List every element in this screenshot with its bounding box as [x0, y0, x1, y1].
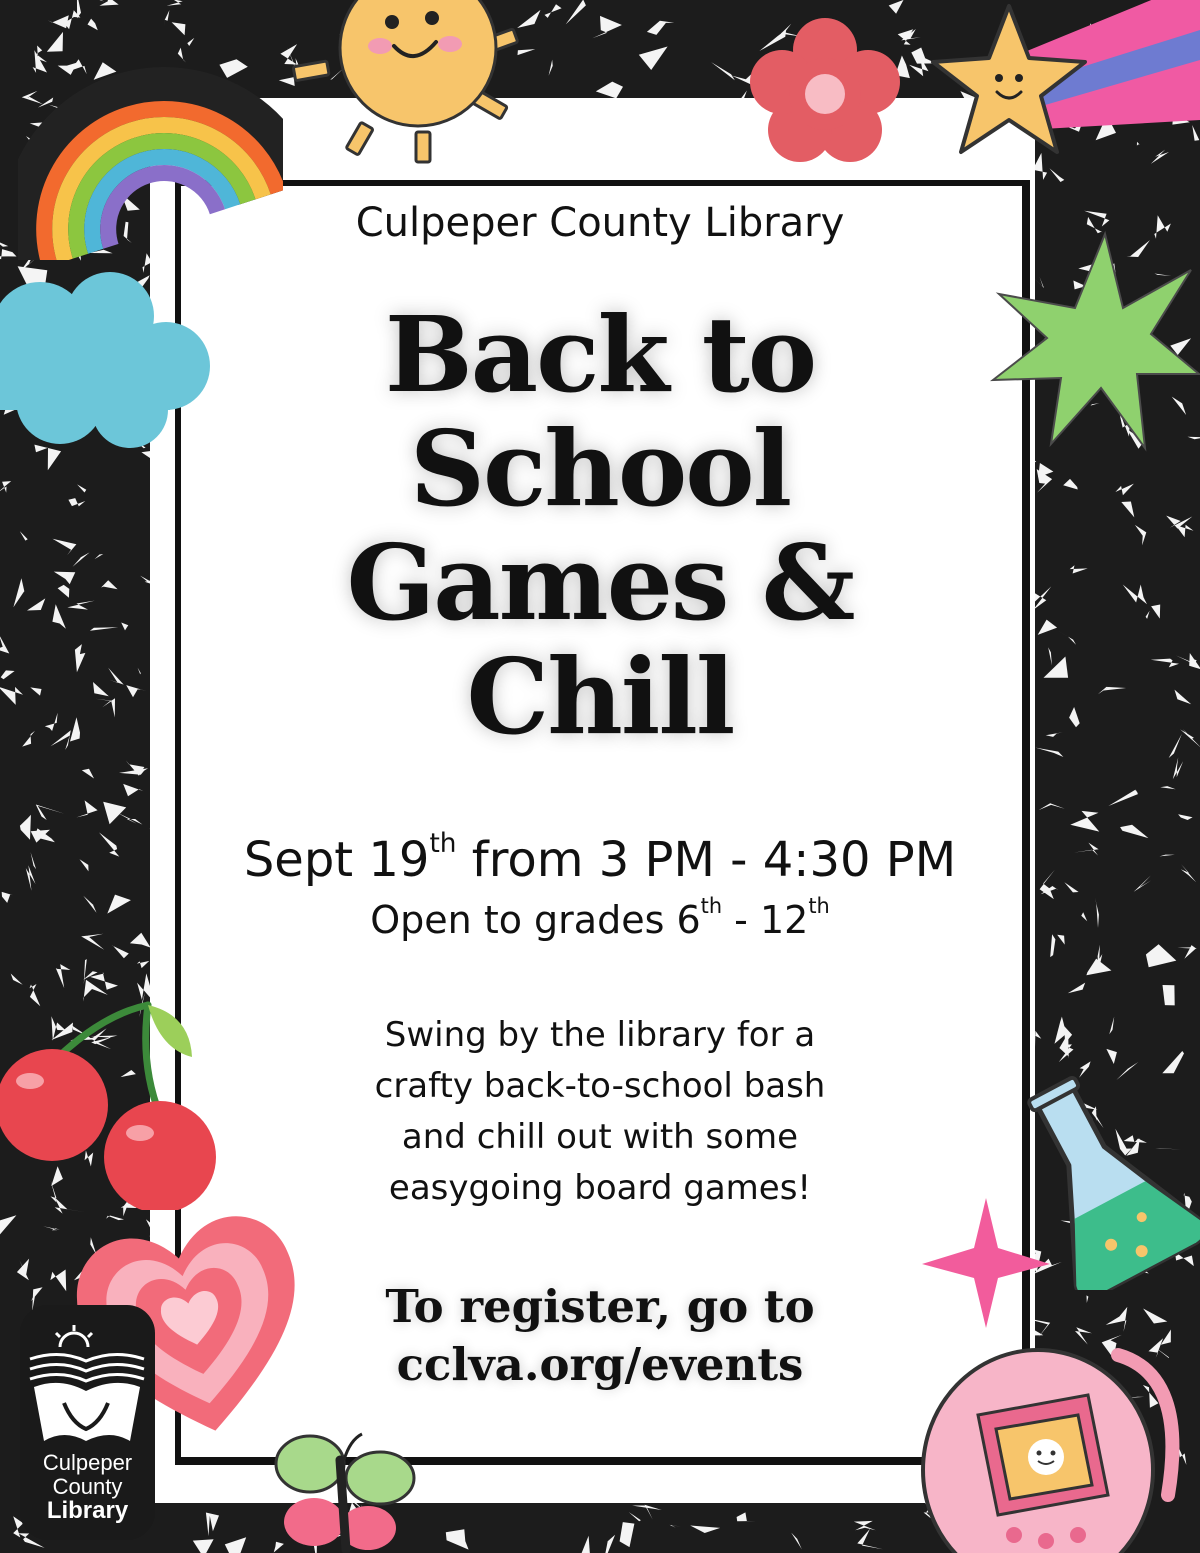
marble-speckle — [1181, 864, 1196, 882]
marble-speckle — [1184, 945, 1196, 959]
marble-speckle — [647, 21, 674, 35]
marble-speckle — [911, 69, 912, 80]
marble-speckle — [54, 572, 76, 585]
marble-speckle — [95, 554, 104, 559]
marble-speckle — [1, 670, 15, 679]
marble-speckle — [50, 1270, 66, 1292]
marble-speckle — [596, 82, 623, 99]
marble-speckle — [11, 974, 23, 985]
marble-speckle — [1059, 631, 1076, 645]
marble-speckle — [592, 16, 622, 38]
marble-speckle — [1120, 825, 1148, 838]
cloud-icon — [0, 270, 220, 460]
grades-ordinal-end: th — [808, 894, 830, 918]
event-grades — [150, 894, 1050, 942]
logo-line: Culpeper — [42, 1450, 133, 1475]
marble-speckle — [1095, 898, 1099, 928]
marble-speckle — [43, 1226, 60, 1230]
marble-speckle — [89, 0, 104, 2]
description-line: crafty back-to-school bash — [374, 1066, 826, 1106]
marble-speckle — [1055, 1017, 1066, 1044]
library-logo — [20, 1305, 155, 1540]
logo-line: Library — [46, 1497, 129, 1524]
marble-speckle — [1135, 525, 1146, 546]
event-date: Sept 19 — [243, 832, 430, 888]
marble-speckle — [26, 865, 36, 891]
marble-speckle — [1087, 1295, 1089, 1303]
marble-speckle — [51, 730, 71, 750]
marble-speckle — [20, 815, 31, 840]
marble-speckle — [446, 1529, 469, 1549]
marble-speckle — [1068, 983, 1085, 994]
marble-speckle — [48, 15, 69, 28]
tamagotchi-icon — [918, 1335, 1200, 1553]
marble-speckle — [1173, 757, 1183, 779]
marble-speckle — [2, 892, 14, 903]
marble-speckle — [112, 945, 129, 958]
marble-speckle — [1070, 565, 1088, 573]
marble-speckle — [1109, 1017, 1114, 1035]
marble-speckle — [107, 895, 131, 914]
title-line: Back to — [384, 293, 816, 416]
marble-speckle — [22, 731, 35, 747]
marble-speckle — [0, 481, 11, 494]
marble-speckle — [80, 859, 89, 871]
marble-speckle — [193, 1539, 214, 1553]
date-ordinal: th — [429, 828, 457, 859]
marble-speckle — [629, 1512, 641, 1521]
marble-speckle — [77, 800, 98, 817]
event-title — [150, 293, 1050, 758]
marble-speckle — [138, 668, 141, 675]
title-line: Games & — [346, 521, 854, 644]
logo-text — [20, 1451, 155, 1523]
marble-speckle — [73, 552, 90, 566]
marble-speckle — [1086, 959, 1111, 976]
marble-speckle — [0, 240, 8, 247]
marble-speckle — [1180, 729, 1200, 748]
marble-speckle — [36, 805, 65, 821]
event-description — [150, 1010, 1050, 1214]
marble-speckle — [1098, 682, 1126, 695]
marble-speckle — [1057, 935, 1065, 945]
marble-speckle — [1081, 912, 1087, 921]
marble-speckle — [518, 49, 536, 55]
marble-speckle — [167, 0, 183, 6]
rainbow-icon — [18, 60, 283, 260]
marble-speckle — [77, 0, 81, 18]
marble-speckle — [1106, 1049, 1117, 1064]
marble-speckle — [123, 782, 144, 796]
marble-speckle — [164, 10, 170, 27]
sun-icon — [290, 0, 520, 170]
marble-speckle — [30, 687, 41, 695]
marble-speckle — [1063, 479, 1078, 490]
marble-speckle — [1115, 484, 1134, 496]
star-icon — [925, 0, 1200, 200]
marble-speckle — [1146, 944, 1176, 967]
library-logo-icon — [20, 1311, 155, 1451]
description-line: and chill out with some — [401, 1117, 799, 1157]
organization-name: Culpeper County Library — [355, 200, 845, 246]
marble-speckle — [1064, 882, 1078, 892]
marble-speckle — [68, 498, 85, 506]
marble-speckle — [52, 604, 66, 628]
marble-speckle — [854, 1521, 876, 1530]
marble-speckle — [857, 1529, 883, 1550]
marble-speckle — [1146, 611, 1150, 619]
marble-speckle — [1108, 789, 1138, 806]
marble-speckle — [0, 634, 9, 654]
marble-speckle — [108, 668, 124, 685]
register-url: cclva.org/events — [396, 1338, 804, 1391]
title-line: School — [409, 407, 791, 530]
marble-speckle — [31, 852, 36, 869]
marble-speckle — [93, 682, 109, 696]
marble-speckle — [1123, 585, 1147, 605]
marble-speckle — [1178, 814, 1193, 820]
event-date-time — [150, 828, 1050, 888]
cherries-icon — [0, 995, 225, 1210]
marble-speckle — [1143, 1309, 1167, 1324]
marble-speckle — [889, 0, 904, 14]
marble-speckle — [1134, 875, 1152, 891]
marble-speckle — [95, 699, 112, 708]
marble-speckle — [0, 1215, 16, 1237]
marble-speckle — [103, 802, 126, 824]
marble-speckle — [99, 832, 119, 856]
marble-speckle — [172, 22, 186, 35]
marble-speckle — [711, 62, 735, 80]
marble-speckle — [1189, 653, 1200, 669]
marble-speckle — [20, 531, 28, 541]
marble-speckle — [67, 601, 94, 610]
description-line: easygoing board games! — [388, 1168, 812, 1208]
marble-speckle — [206, 1513, 219, 1537]
marble-speckle — [1121, 502, 1134, 518]
marble-speckle — [126, 685, 146, 697]
marble-speckle — [517, 10, 540, 28]
marble-speckle — [1074, 843, 1099, 856]
marble-speckle — [47, 32, 63, 52]
marble-speckle — [639, 47, 668, 71]
marble-speckle — [1160, 855, 1175, 857]
marble-speckle — [603, 1535, 615, 1553]
marble-speckle — [58, 585, 70, 598]
marble-speckle — [0, 687, 23, 705]
marble-speckle — [1106, 1307, 1128, 1332]
burst-icon — [985, 230, 1200, 460]
marble-speckle — [620, 1522, 635, 1547]
marble-speckle — [1070, 811, 1099, 832]
marble-speckle — [566, 0, 586, 24]
marble-speckle — [1069, 707, 1080, 727]
marble-speckle — [101, 580, 118, 589]
marble-speckle — [82, 769, 94, 779]
marble-speckle — [549, 60, 553, 76]
marble-speckle — [1151, 659, 1179, 668]
marble-speckle — [1039, 803, 1065, 810]
grades-ordinal-start: th — [700, 894, 723, 918]
event-time: from 3 PM - 4:30 PM — [456, 832, 957, 888]
marble-speckle — [130, 933, 151, 948]
marble-speckle — [1163, 985, 1175, 1005]
butterfly-icon — [270, 1430, 420, 1553]
sparkle-icon — [918, 1198, 1053, 1328]
title-line: Chill — [466, 635, 734, 758]
marble-speckle — [1175, 690, 1192, 705]
marble-speckle — [1169, 734, 1182, 758]
marble-speckle — [117, 813, 142, 825]
marble-speckle — [690, 1526, 720, 1534]
marble-speckle — [187, 38, 194, 46]
marble-speckle — [90, 627, 118, 631]
register-line: To register, go to — [385, 1280, 815, 1333]
marble-speckle — [27, 598, 45, 610]
marble-speckle — [578, 1536, 590, 1553]
marble-speckle — [545, 4, 562, 18]
marble-speckle — [0, 249, 17, 259]
marble-speckle — [737, 1512, 757, 1521]
flower-icon — [750, 18, 900, 163]
marble-speckle — [1176, 525, 1194, 538]
marble-speckle — [83, 896, 96, 913]
marble-speckle — [70, 717, 80, 741]
marble-speckle — [121, 623, 128, 631]
marble-speckle — [75, 644, 86, 672]
marble-speckle — [1151, 605, 1160, 619]
description-line: Swing by the library for a — [384, 1015, 816, 1055]
marble-speckle — [17, 1259, 29, 1281]
marble-speckle — [1160, 786, 1175, 789]
marble-speckle — [45, 713, 58, 731]
marble-speckle — [56, 964, 71, 988]
marble-speckle — [77, 484, 86, 492]
marble-speckle — [791, 1533, 802, 1550]
grades-start: Open to grades 6 — [370, 898, 701, 942]
marble-speckle — [53, 539, 77, 556]
marble-speckle — [225, 1537, 246, 1553]
marble-speckle — [670, 1525, 682, 1528]
marble-speckle — [1050, 934, 1055, 957]
marble-speckle — [111, 698, 115, 717]
marble-speckle — [81, 934, 104, 950]
logo-line: County — [52, 1474, 123, 1499]
marble-speckle — [13, 578, 24, 607]
marble-speckle — [88, 19, 98, 31]
marble-speckle — [137, 961, 149, 968]
grades-end: - 12 — [722, 898, 809, 942]
